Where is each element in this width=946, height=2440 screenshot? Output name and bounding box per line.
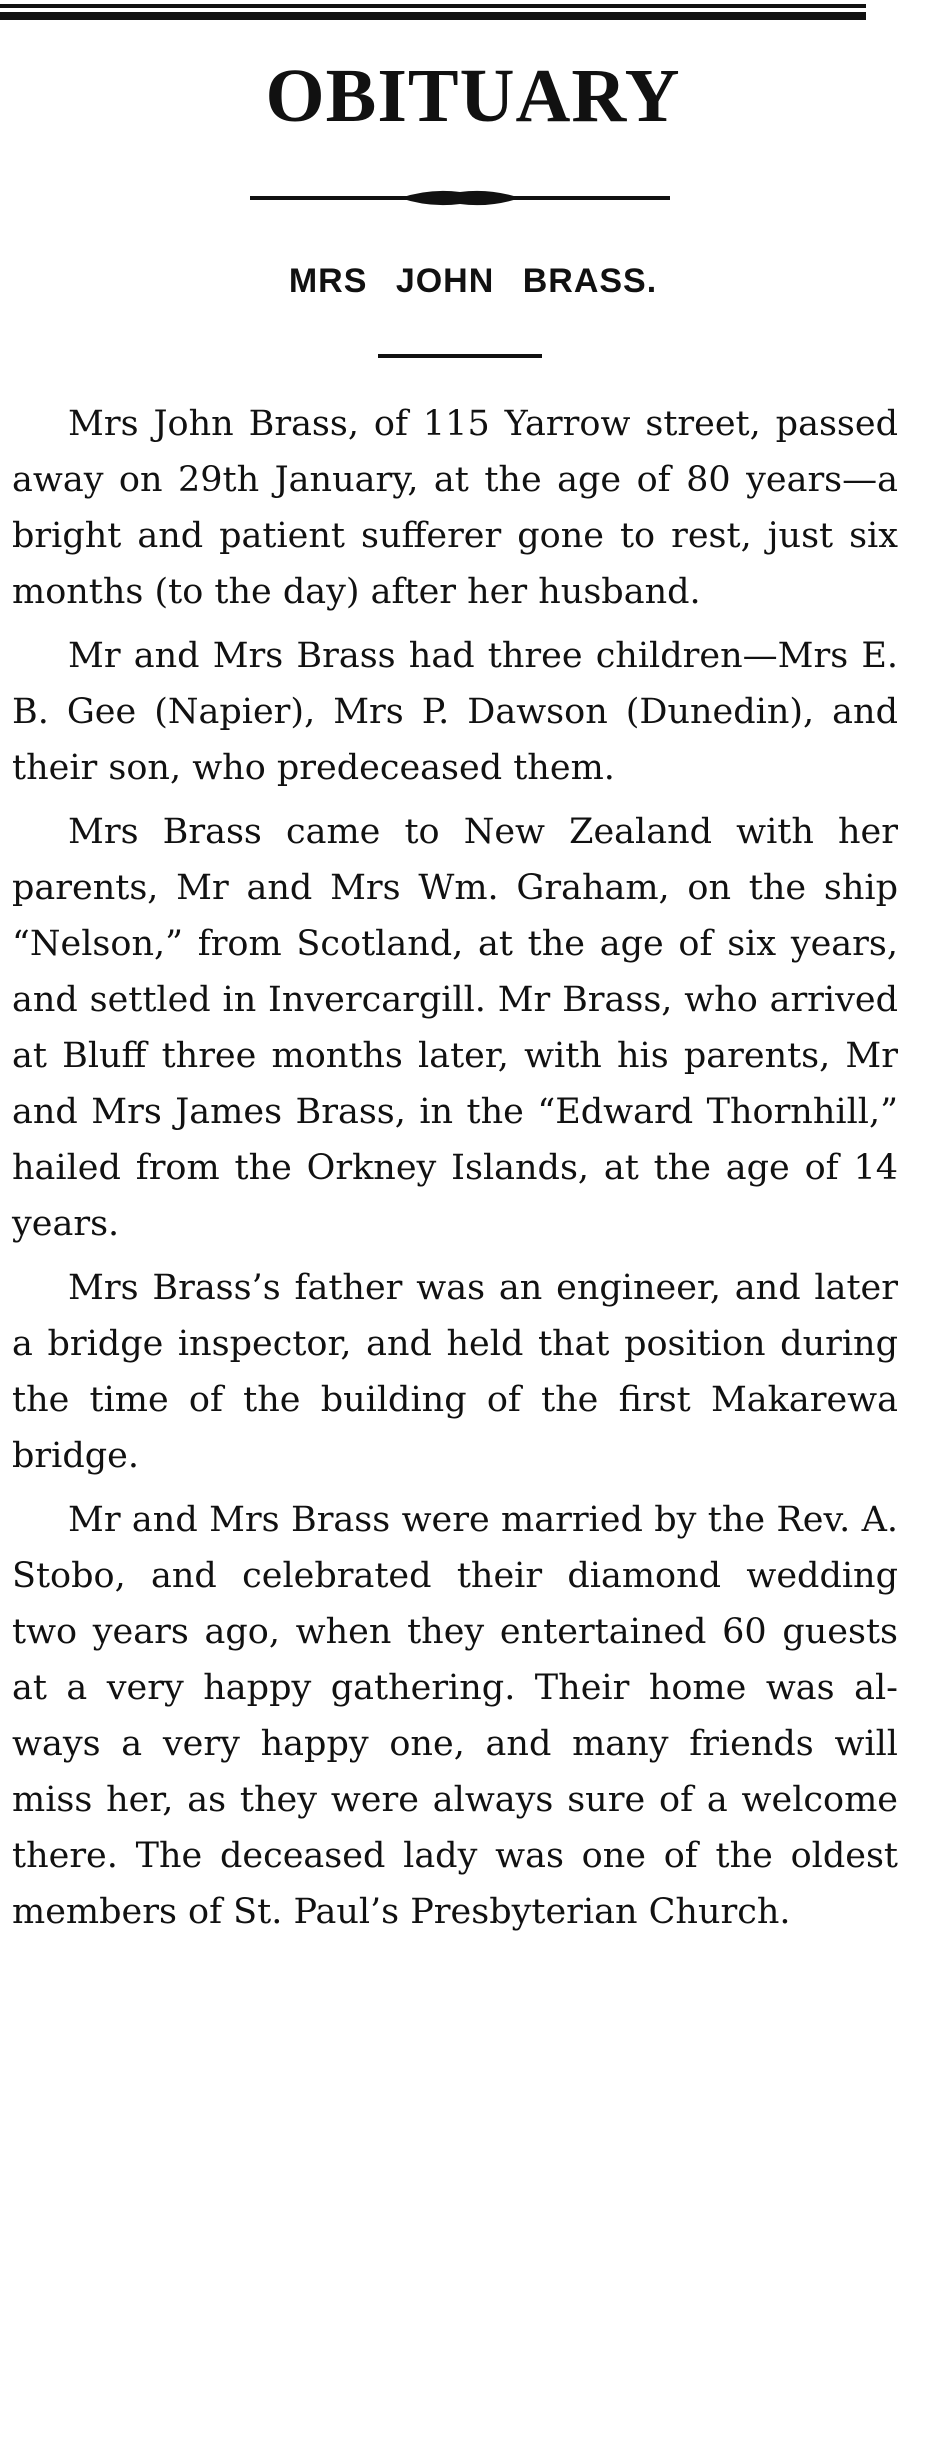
paragraph-3: Mrs Brass came to New Zealand with her parents, Mr and Mrs Wm. Graham, on the ship “Nelson,” from Scotland, at the age of six years, and settled in Invercargill. Mr Brass, who arrived at Bluff three months later, with his parents, Mr and Mrs James Brass, in the “Edward Thornhill,” hailed from the Orkney Islands, at the age of 14 years.: [12, 812, 898, 1244]
subheading-rule: [378, 354, 542, 358]
paragraph-2: Mr and Mrs Brass had three children—Mrs E. B. Gee (Napier), Mrs P. Dawson (Dunedin), and their son, who predeceased them.: [12, 636, 898, 788]
article-body: [12, 396, 898, 1948]
paragraph-1: Mrs John Brass, of 115 Yarrow street, passed away on 29th January, at the age of 80 years—a bright and patient sufferer gone to rest, just six months (to the day) after her husband.: [12, 404, 898, 612]
obituary-heading: OBITUARY: [265, 54, 681, 138]
top-double-rule: [0, 4, 866, 20]
article-subheading: MRS JOHN BRASS.: [288, 262, 658, 300]
paragraph-4: Mrs Brass’s father was an engineer, and later a bridge inspector, and held that position during the time of the building of the first Makarewa bridge.: [12, 1268, 898, 1476]
paragraph-5: Mr and Mrs Brass were married by the Rev. A. Stobo, and celebrated their diamond wedding two years ago, when they entertained 60 guests at a very happy gathering. Their home was always a very happy one, and many friends will miss her, as they were always sure of a welcome there. The deceased lady was one of the oldest members of St. Paul’s Presbyterian Church.: [12, 1500, 898, 1932]
ornament-rule: [250, 188, 670, 208]
